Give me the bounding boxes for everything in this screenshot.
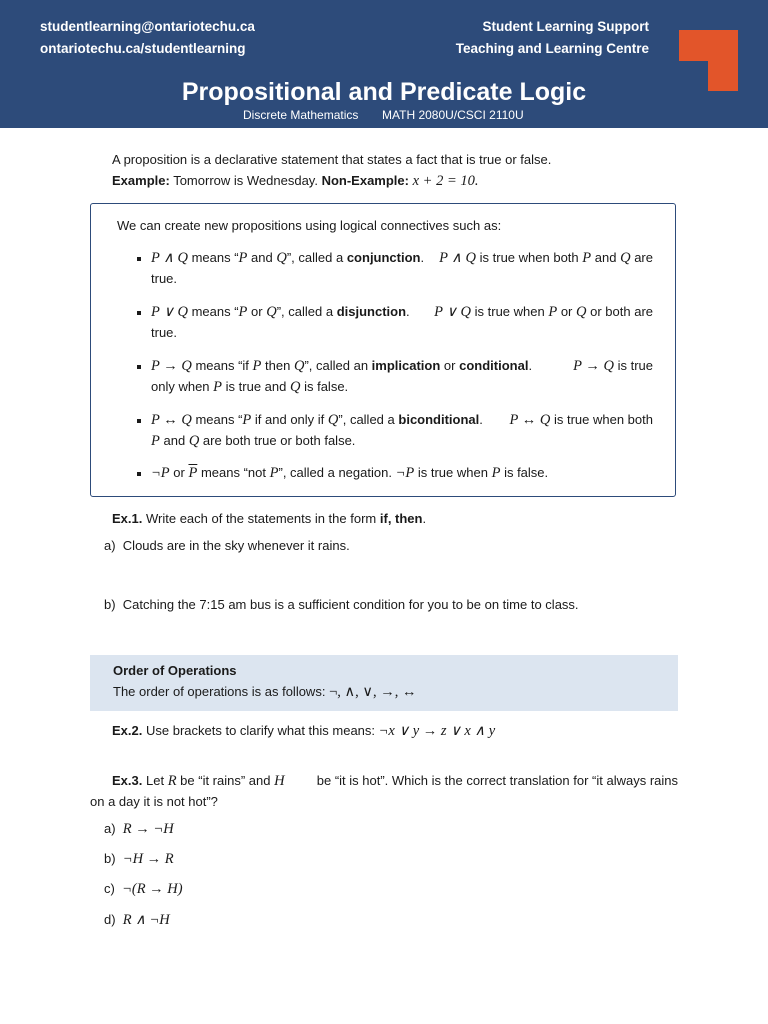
connectives-intro: We can create new propositions using logical connectives such as: [117,218,502,233]
term-conditional: conditional [459,358,529,373]
ex1-prompt: Ex.1. Write each of the statements in the form if, then. [112,511,427,526]
ex3-option-a[interactable]: a) R → ¬H [104,821,174,837]
biconditional-line: P ↔ Q means “P if and only if Q”, called a biconditional. P ↔ Q is true when both [151,412,653,428]
page-header [0,0,768,128]
bullet-icon [137,257,141,261]
bullet-icon [137,365,141,369]
biconditional-line-2: P and Q are both true or both false. [151,433,356,449]
page-title: Propositional and Predicate Logic [181,78,587,106]
example-label: Example: [112,173,170,188]
ex3-option-c[interactable]: c) ¬(R → H) [104,881,183,897]
ex3-label: Ex.3. [112,773,143,788]
implication-line: P → Q means “if P then Q”, called an implication or conditional. P → Q is true [151,358,653,374]
term-biconditional: biconditional [398,412,480,427]
bullet-icon [137,472,141,476]
ex3-option-d[interactable]: d) R ∧ ¬H [104,912,170,928]
nonexample-label: Non-Example: [321,173,409,188]
centre-name: Teaching and Learning Centre [455,41,649,56]
contact-email[interactable]: studentlearning@ontariotechu.ca [40,19,255,34]
term-disjunction: disjunction [336,304,407,319]
ex3-prompt-line1: Ex.3. Let R be “it rains” and H be “it is hot”. Which is the correct translation for “it always rains [112,773,678,789]
order-heading: Order of Operations [113,663,237,678]
nonexample-math: x + 2 = 10. [412,173,479,189]
bullet-icon [137,311,141,315]
bullet-icon [137,419,141,423]
ex3-prompt-line2: on a day it is not hot”? [90,794,218,809]
course-code: MATH 2080U/CSCI 2110U [382,108,524,122]
contact-website[interactable]: ontariotechu.ca/studentlearning [40,41,246,56]
example-text: Tomorrow is Wednesday. [173,173,318,188]
connectives-box [90,203,676,497]
implication-line-2: only when P is true and Q is false. [151,379,349,395]
conjunction-line-2: true. [151,271,178,286]
proposition-definition: A proposition is a declarative statement that states a fact that is true or false. [112,152,552,167]
ex2-prompt: Ex.2. Use brackets to clarify what this means: ¬x ∨ y → z ∨ x ∧ y [112,723,496,739]
term-conjunction: conjunction [346,250,421,265]
example-line [112,173,479,190]
disjunction-line: P ∨ Q means “P or Q”, called a disjunction. P ∨ Q is true when P or Q or both are [151,304,653,320]
unit-name: Student Learning Support [482,19,649,34]
conjunction-line: P ∧ Q means “P and Q”, called a conjunction. P ∧ Q is true when both P and Q are [151,250,653,266]
ex1-item-b: b) Catching the 7:15 am bus is a sufficient condition for you to be on time to class. [104,597,579,612]
term-implication: implication [371,358,441,373]
order-text: The order of operations is as follows: ¬, ∧, ∨, →, ↔ [113,684,417,700]
ex1-item-a: a) Clouds are in the sky whenever it rains. [104,538,350,553]
ex3-option-b[interactable]: b) ¬H → R [104,851,174,867]
negation-line: ¬P or $\overline{P}$ means “not P”, called a negation. ¬P is true when P is false. [151,465,549,481]
ex2-label: Ex.2. [112,723,143,738]
disjunction-line-2: true. [151,325,178,340]
course-name: Discrete Mathematics [243,108,359,122]
ex1-label: Ex.1. [112,511,143,526]
